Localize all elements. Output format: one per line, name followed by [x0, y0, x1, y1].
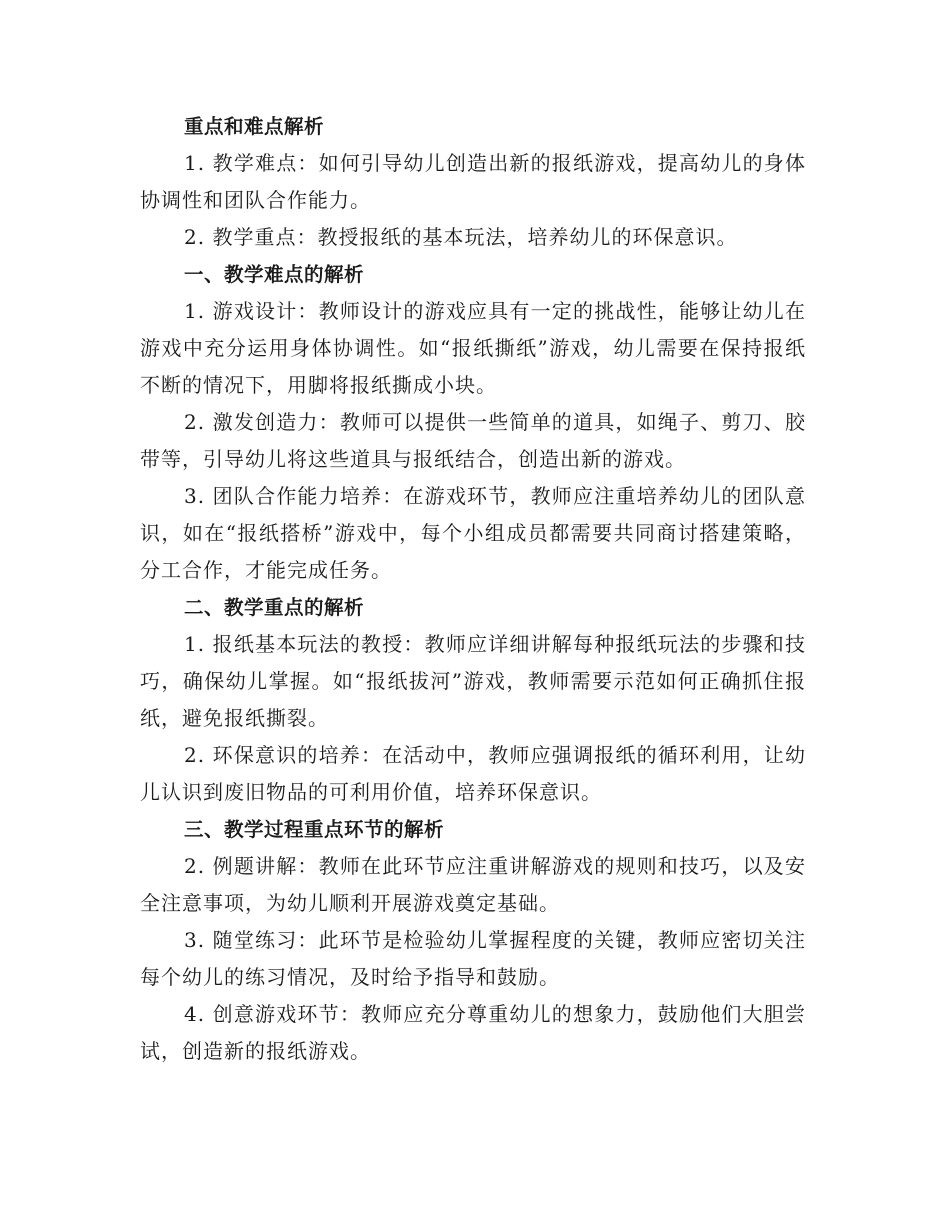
section-3-paragraph-3: 4. 创意游戏环节：教师应充分尊重幼儿的想象力，鼓励他们大胆尝试，创造新的报纸游戏。: [140, 1002, 806, 1063]
section-1-paragraph-2: 2. 激发创造力：教师可以提供一些简单的道具，如绳子、剪刀、胶带等，引导幼儿将这些道具与报纸结合，创造出新的游戏。: [140, 410, 806, 471]
section-1-paragraph-1: 1. 游戏设计：教师设计的游戏应具有一定的挑战性，能够让幼儿在游戏中充分运用身体协调性。如“报纸撕纸”游戏，幼儿需要在保持报纸不断的情况下，用脚将报纸撕成小块。: [140, 299, 806, 397]
intro-paragraph-focus: 2. 教学重点：教授报纸的基本玩法，培养幼儿的环保意识。: [184, 225, 738, 249]
section-3-paragraph-2: 3. 随堂练习：此环节是检验幼儿掌握程度的关键，教师应密切关注每个幼儿的练习情况，及时给予指导和鼓励。: [140, 928, 806, 989]
section-1-paragraph-3: 3. 团队合作能力培养：在游戏环节，教师应注重培养幼儿的团队意识，如在“报纸搭桥”游戏中，每个小组成员都需要共同商讨搭建策略，分工合作，才能完成任务。: [140, 484, 806, 582]
section-heading-focus: 二、教学重点的解析: [184, 596, 365, 619]
document-page: [140, 108, 806, 1070]
section-3-paragraph-1: 2. 例题讲解：教师在此环节应注重讲解游戏的规则和技巧，以及安全注意事项，为幼儿顺利开展游戏奠定基础。: [140, 854, 806, 915]
intro-paragraph-difficulty: 1. 教学难点：如何引导幼儿创造出新的报纸游戏，提高幼儿的身体协调性和团队合作能力。: [140, 151, 806, 212]
section-heading-process: 三、教学过程重点环节的解析: [184, 818, 445, 841]
document-title: 重点和难点解析: [184, 115, 325, 138]
section-2-paragraph-2: 2. 环保意识的培养：在活动中，教师应强调报纸的循环利用，让幼儿认识到废旧物品的可利用价值，培养环保意识。: [140, 743, 806, 804]
section-heading-difficulty: 一、教学难点的解析: [184, 263, 365, 286]
section-2-paragraph-1: 1. 报纸基本玩法的教授：教师应详细讲解每种报纸玩法的步骤和技巧，确保幼儿掌握。如“报纸拔河”游戏，教师需要示范如何正确抓住报纸，避免报纸撕裂。: [140, 632, 806, 730]
